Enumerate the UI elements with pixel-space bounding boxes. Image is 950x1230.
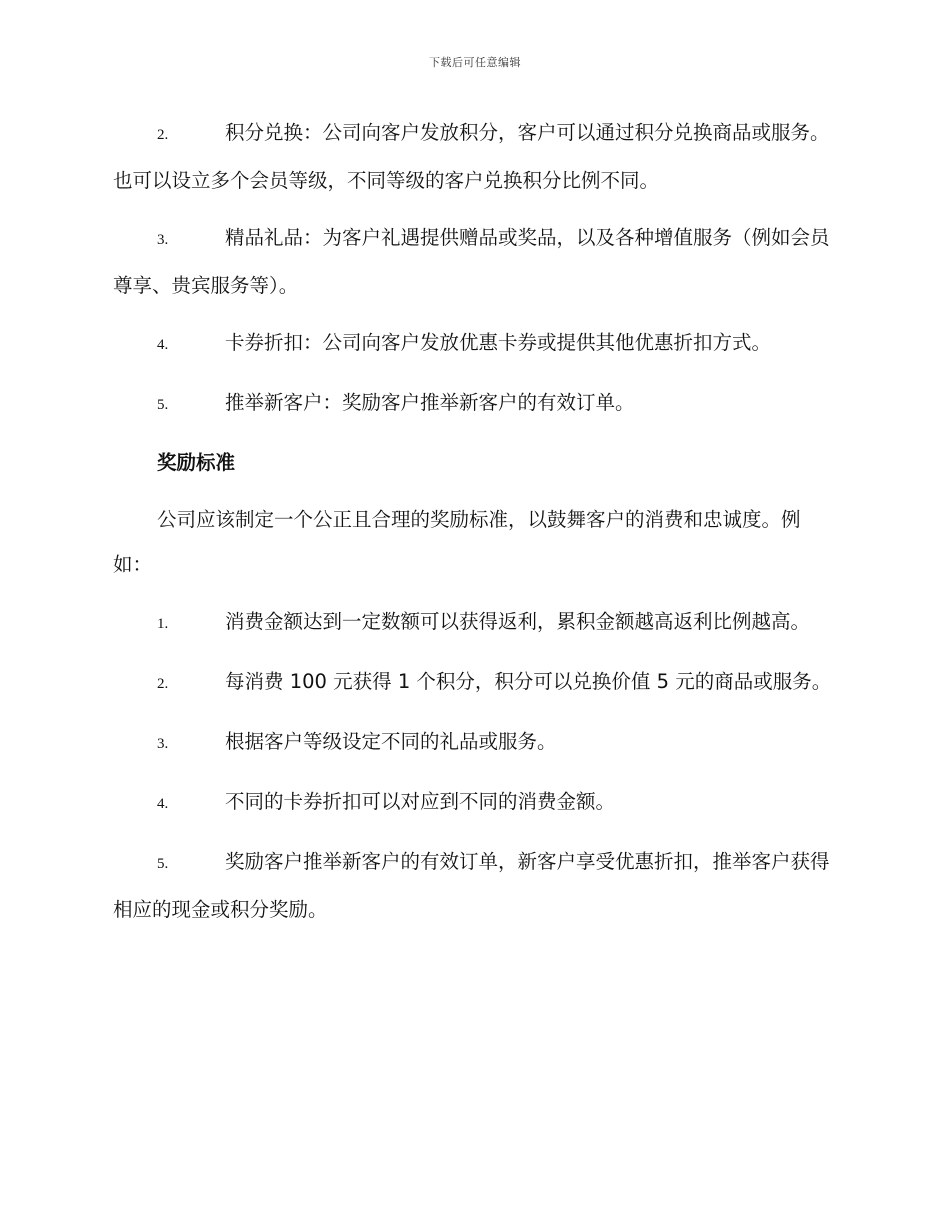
- list-text: 消费金额达到一定数额可以获得返利，累积金额越高返利比例越高。: [225, 610, 811, 633]
- list-number: 1.: [157, 616, 169, 632]
- list-number: 2.: [157, 676, 169, 692]
- list-item: [113, 659, 838, 707]
- section-intro: 公司应该制定一个公正且合理的奖励标准，以鼓舞客户的消费和忠诚度。例如：: [113, 508, 801, 576]
- list-text: 卡券折扣：公司向客户发放优惠卡券或提供其他优惠折扣方式。: [225, 331, 772, 354]
- list-number: 4.: [157, 337, 169, 353]
- list-item: [113, 110, 838, 203]
- list-text: 每消费 100 元获得 1 个积分，积分可以兑换价值 5 元的商品或服务。: [225, 670, 832, 693]
- list-item: [113, 380, 838, 428]
- list-number: 5.: [157, 397, 169, 413]
- list-item: [113, 719, 838, 767]
- list-text: 奖励客户推举新客户的有效订单，新客户享受优惠折扣，推举客户获得相应的现金或积分奖励。: [113, 850, 830, 921]
- list-text: 推举新客户：奖励客户推举新客户的有效订单。: [225, 391, 635, 414]
- list-number: 2.: [157, 127, 169, 143]
- list-item: [113, 599, 838, 647]
- list-text: 不同的卡券折扣可以对应到不同的消费金额。: [225, 790, 616, 813]
- list-number: 5.: [157, 856, 169, 872]
- document-body: [113, 110, 838, 944]
- list-item: [113, 779, 838, 827]
- list-text: 根据客户等级设定不同的礼品或服务。: [225, 730, 557, 753]
- list-item: [113, 320, 838, 368]
- section-heading: 奖励标准: [157, 451, 236, 474]
- list-number: 4.: [157, 796, 169, 812]
- list-number: 3.: [157, 736, 169, 752]
- list-text: 精品礼品：为客户礼遇提供赠品或奖品，以及各种增值服务（例如会员尊享、贵宾服务等）。: [113, 226, 830, 297]
- list-item: [113, 215, 838, 308]
- list-text: 积分兑换：公司向客户发放积分，客户可以通过积分兑换商品或服务。也可以设立多个会员等级，不同等级的客户兑换积分比例不同。: [113, 121, 830, 192]
- page-header: 下载后可任意编辑: [429, 56, 521, 69]
- list-item: [113, 839, 838, 932]
- list-number: 3.: [157, 232, 169, 248]
